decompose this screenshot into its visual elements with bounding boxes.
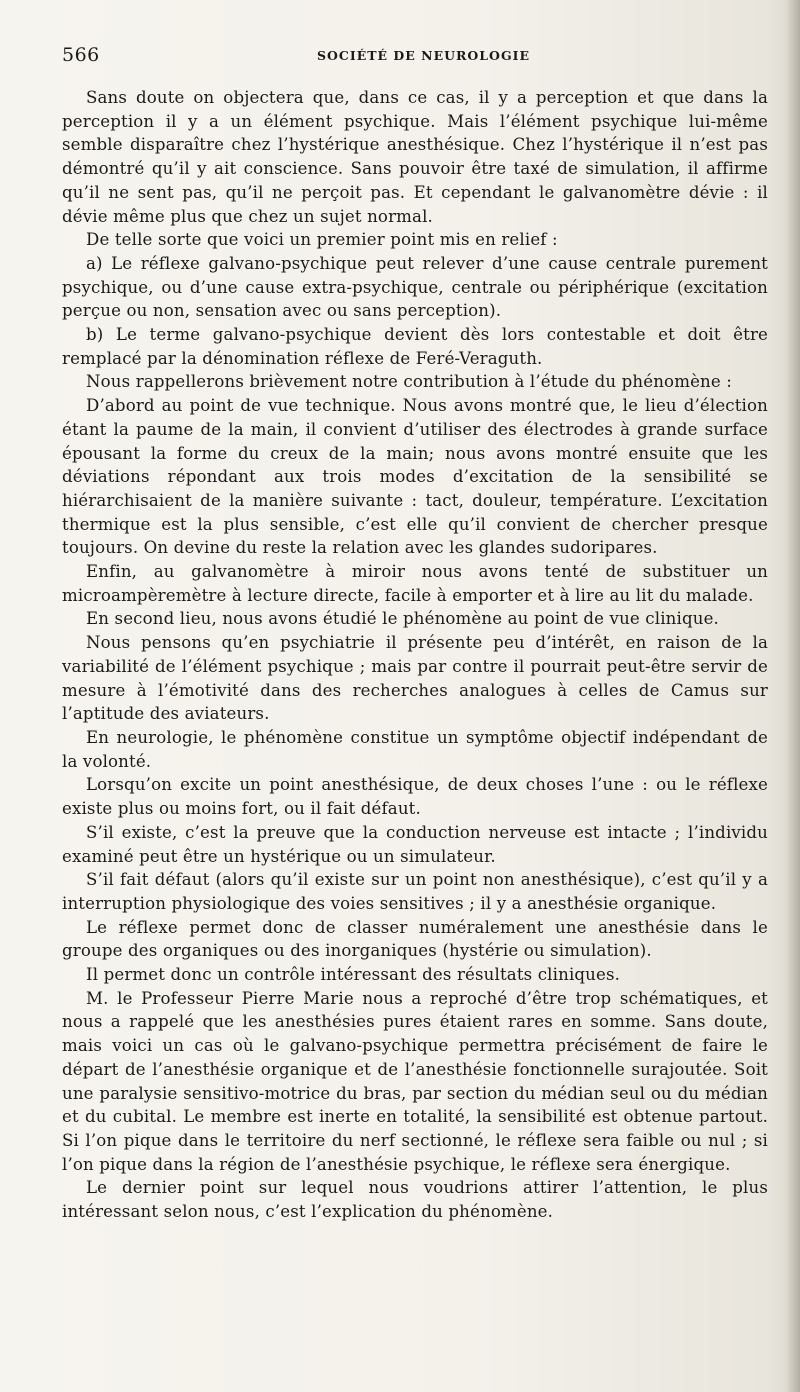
paragraph-14: Le réflexe permet donc de classer numéralement une anesthésie dans le groupe des organiques ou des inorganiques (hystérie ou simulation). bbox=[62, 917, 768, 961]
page-edge-shadow bbox=[786, 0, 800, 1392]
paragraph-8: En second lieu, nous avons étudié le phénomène au point de vue clinique. bbox=[86, 609, 719, 629]
paragraph-6: D’abord au point de vue technique. Nous avons montré que, le lieu d’élection étant la paume de la main, il convient d’utiliser des électrodes à grande surface épousant la forme du creux de la main; nous avons montré ensuite que les déviations répondant aux trois modes d’excitation de la sensibilité se hiérarchisaient de la manière suivante : tact, douleur, température. L’excitation thermique est la plus sensible, c’est elle qu’il convient de chercher presque toujours. On devine du reste la relation avec les glandes sudoripares. bbox=[62, 396, 768, 558]
paragraph-2: De telle sorte que voici un premier point mis en relief : bbox=[86, 230, 558, 250]
paragraph-15: Il permet donc un contrôle intéressant des résultats cliniques. bbox=[86, 965, 621, 985]
paragraph-5: Nous rappellerons brièvement notre contribution à l’étude du phénomène : bbox=[86, 372, 733, 392]
body-text bbox=[62, 86, 768, 1224]
paragraph-17: Le dernier point sur lequel nous voudrions attirer l’attention, le plus intéressant selon nous, c’est l’explication du phénomène. bbox=[62, 1178, 768, 1222]
paragraph-7: Enfin, au galvanomètre à miroir nous avons tenté de substituer un microampèremètre à lecture directe, facile à emporter et à lire au lit du malade. bbox=[62, 562, 768, 605]
paragraph-11: Lorsqu’on excite un point anesthésique, de deux choses l’une : ou le réflexe existe plus ou moins fort, ou il fait défaut. bbox=[62, 775, 768, 819]
paragraph-13: S’il fait défaut (alors qu’il existe sur un point non anesthésique), c’est qu’il y a interruption physiologique des voies sensitives ; il y a anesthésie organique. bbox=[62, 870, 768, 913]
running-head: SOCIÉTÉ DE NEUROLOGIE bbox=[317, 48, 530, 63]
page-number: 566 bbox=[62, 44, 100, 66]
paragraph-4: b) Le terme galvano-psychique devient dès lors contestable et doit être remplacé par la dénomination réflexe de Feré-Veraguth. bbox=[62, 325, 768, 368]
paragraph-12: S’il existe, c’est la preuve que la conduction nerveuse est intacte ; l’individu examiné peut être un hystérique ou un simulateur. bbox=[62, 822, 768, 866]
paragraph-1: Sans doute on objectera que, dans ce cas, il y a perception et que dans la perception il y a un élément psychique. Mais l’élément psychique lui-même semble disparaître chez l’hystérique anesthésique. Chez l’hystérique il n’est pas démontré qu’il y ait conscience. Sans pouvoir être taxé de simulation, il affirme qu’il ne sent pas, qu’il ne perçoit pas. Et cependant le galvanomètre dévie : il dévie même plus que chez un sujet normal. bbox=[62, 88, 768, 226]
paragraph-9: Nous pensons qu’en psychiatrie il présente peu d’intérêt, en raison de la variabilité de l’élément psychique ; mais par contre il pourrait peut-être servir de mesure à l’émotivité dans des recherches analogues à celles de Camus sur l’aptitude des aviateurs. bbox=[62, 633, 768, 724]
paragraph-10: En neurologie, le phénomène constitue un symptôme objectif indépendant de la volonté. bbox=[62, 727, 768, 771]
paragraph-16: M. le Professeur Pierre Marie nous a reproché d’être trop schématiques, et nous a rappelé que les anesthésies pures étaient rares en somme. Sans doute, mais voici un cas où le galvano-psychique permettra précisément de faire le départ de l’anesthésie organique et de l’anesthésie fonctionnelle surajoutée. Soit une paralysie sensitivo-motrice du bras, par section du médian seul ou du médian et du cubital. Le membre est inerte en totalité, la sensibilité est obtenue partout. Si l’on pique dans le territoire du nerf sectionné, le réflexe sera faible ou nul ; si l’on pique dans la région de l’anesthésie psychique, le réflexe sera énergique. bbox=[62, 988, 768, 1174]
paragraph-3: a) Le réflexe galvano-psychique peut relever d’une cause centrale purement psychique, ou d’une cause extra-psychique, centrale ou périphérique (excitation perçue ou non, sensation avec ou sans perception). bbox=[62, 253, 768, 321]
page-header bbox=[62, 44, 762, 74]
